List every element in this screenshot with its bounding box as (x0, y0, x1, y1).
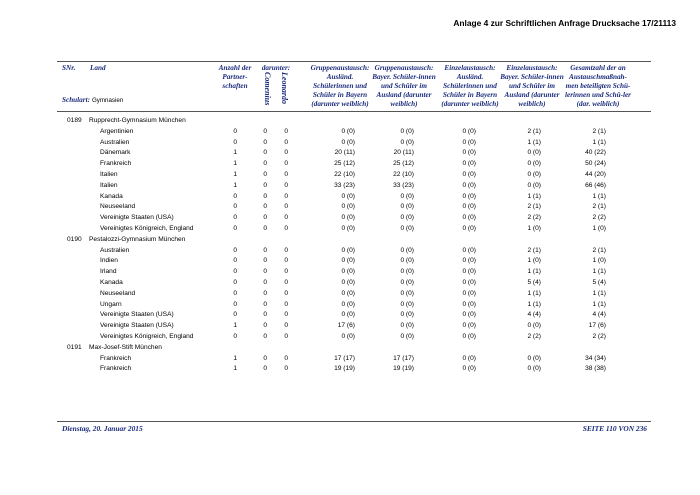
total-count: 38 (38) (585, 365, 606, 373)
column-header-darunter: darunter: (261, 64, 291, 72)
single-foreign-count: 0 (0) (462, 354, 476, 362)
total-count: 34 (34) (585, 354, 606, 362)
leonardo-count: 0 (284, 311, 288, 319)
single-foreign-count: 0 (0) (462, 322, 476, 330)
total-count: 66 (46) (585, 181, 606, 189)
schulart-label-text: Schulart: (62, 96, 90, 104)
country-name: Italien (100, 170, 118, 178)
group-foreign-count: 0 (0) (341, 311, 355, 319)
column-header-comenius: Comenius (263, 72, 272, 106)
schulart-value: Gymnasien (91, 97, 124, 104)
single-foreign-count: 0 (0) (462, 300, 476, 308)
country-name: Argentinien (100, 127, 134, 135)
partnerships-count: 0 (233, 268, 237, 276)
group-foreign-count: 0 (0) (341, 192, 355, 200)
group-bavarian-count: 0 (0) (400, 138, 414, 146)
column-header-single-bavarian: Einzelaustausch: Bayer. Schüler-innen und Schüler im Ausland (darunter weiblich) (500, 64, 564, 108)
footer-date: Dienstag, 20. Januar 2015 (62, 424, 143, 433)
single-bavarian-count: 0 (0) (527, 322, 541, 330)
table-row (57, 246, 657, 257)
table-row (57, 181, 657, 192)
country-name: Indien (100, 257, 118, 265)
table-row (57, 310, 657, 321)
single-bavarian-count: 4 (4) (527, 311, 541, 319)
total-count: 5 (4) (592, 278, 606, 286)
group-foreign-count: 17 (6) (337, 322, 355, 330)
table-row (57, 300, 657, 311)
single-foreign-count: 0 (0) (462, 268, 476, 276)
country-name: Dänemark (100, 149, 131, 157)
single-bavarian-count: 2 (1) (527, 127, 541, 135)
single-bavarian-count: 1 (1) (527, 289, 541, 297)
country-name: Vereinigtes Königreich, England (100, 332, 194, 340)
school-number: 0191 (67, 343, 82, 351)
single-bavarian-count: 0 (0) (527, 149, 541, 157)
leonardo-count: 0 (284, 278, 288, 286)
single-bavarian-count: 5 (4) (527, 278, 541, 286)
partnerships-count: 1 (233, 365, 237, 373)
group-foreign-count: 0 (0) (341, 278, 355, 286)
school-row (57, 235, 657, 246)
group-bavarian-count: 17 (17) (393, 354, 414, 362)
leonardo-count: 0 (284, 246, 288, 254)
school-number: 0190 (67, 235, 82, 243)
single-bavarian-count: 0 (0) (527, 354, 541, 362)
group-foreign-count: 17 (17) (334, 354, 355, 362)
table-row (57, 289, 657, 300)
group-bavarian-count: 33 (23) (393, 181, 414, 189)
group-bavarian-count: 0 (0) (400, 289, 414, 297)
single-foreign-count: 0 (0) (462, 289, 476, 297)
partnerships-count: 0 (233, 278, 237, 286)
table-row (57, 148, 657, 159)
country-name: Vereinigte Staaten (USA) (100, 311, 174, 319)
country-name: Vereinigte Staaten (USA) (100, 322, 174, 330)
total-count: 17 (6) (588, 322, 606, 330)
footer-rule (57, 421, 651, 422)
total-count: 1 (1) (592, 138, 606, 146)
single-foreign-count: 0 (0) (462, 203, 476, 211)
total-count: 1 (1) (592, 192, 606, 200)
leonardo-count: 0 (284, 127, 288, 135)
partnerships-count: 0 (233, 127, 237, 135)
group-foreign-count: 25 (12) (334, 160, 355, 168)
comenius-count: 0 (263, 311, 267, 319)
footer-page-number: SEITE 110 VON 236 (582, 424, 647, 433)
group-foreign-count: 22 (10) (334, 170, 355, 178)
group-foreign-count: 20 (11) (334, 149, 355, 157)
partnerships-count: 1 (233, 354, 237, 362)
table-row (57, 332, 657, 343)
group-bavarian-count: 0 (0) (400, 127, 414, 135)
leonardo-count: 0 (284, 214, 288, 222)
partnerships-count: 1 (233, 181, 237, 189)
leonardo-count: 0 (284, 268, 288, 276)
single-bavarian-count: 2 (2) (527, 332, 541, 340)
table-row (57, 127, 657, 138)
group-bavarian-count: 0 (0) (400, 214, 414, 222)
column-header-group-foreign: Gruppenaustausch: Ausländ. Schülerinnen und Schüler in Bayern (darunter weiblich) (310, 64, 370, 108)
single-bavarian-count: 0 (0) (527, 181, 541, 189)
comenius-count: 0 (263, 224, 267, 232)
comenius-count: 0 (263, 268, 267, 276)
school-row (57, 116, 657, 127)
single-bavarian-count: 1 (1) (527, 138, 541, 146)
table-row (57, 267, 657, 278)
total-count: 2 (1) (592, 127, 606, 135)
comenius-count: 0 (263, 300, 267, 308)
partnerships-count: 0 (233, 138, 237, 146)
single-foreign-count: 0 (0) (462, 246, 476, 254)
partnerships-count: 0 (233, 332, 237, 340)
table-row (57, 256, 657, 267)
partnerships-count: 1 (233, 322, 237, 330)
leonardo-count: 0 (284, 181, 288, 189)
single-bavarian-count: 2 (1) (527, 203, 541, 211)
single-foreign-count: 0 (0) (462, 224, 476, 232)
school-name: Rupprecht-Gymnasium München (89, 117, 186, 124)
country-name: Frankreich (100, 160, 132, 168)
leonardo-count: 0 (284, 289, 288, 297)
country-name: Australien (100, 138, 130, 146)
comenius-count: 0 (263, 246, 267, 254)
table-row (57, 138, 657, 149)
single-bavarian-count: 1 (0) (527, 257, 541, 265)
school-number: 0189 (67, 117, 82, 124)
leonardo-count: 0 (284, 160, 288, 168)
single-bavarian-count: 0 (0) (527, 160, 541, 168)
total-count: 1 (0) (592, 224, 606, 232)
country-name: Irland (100, 268, 117, 276)
group-bavarian-count: 0 (0) (400, 192, 414, 200)
group-bavarian-count: 0 (0) (400, 268, 414, 276)
comenius-count: 0 (263, 192, 267, 200)
single-bavarian-count: 2 (2) (527, 214, 541, 222)
group-bavarian-count: 25 (12) (393, 160, 414, 168)
partnerships-count: 0 (233, 257, 237, 265)
partnerships-count: 1 (233, 149, 237, 157)
table-row (57, 224, 657, 235)
country-name: Neuseeland (100, 289, 136, 297)
country-name: Vereinigtes Königreich, England (100, 224, 194, 232)
single-foreign-count: 0 (0) (462, 181, 476, 189)
column-header-land: Land (90, 64, 106, 72)
group-bavarian-count: 0 (0) (400, 257, 414, 265)
comenius-count: 0 (263, 278, 267, 286)
data-table (57, 116, 657, 375)
single-foreign-count: 0 (0) (462, 149, 476, 157)
total-count: 1 (0) (592, 257, 606, 265)
total-count: 1 (1) (592, 268, 606, 276)
group-bavarian-count: 0 (0) (400, 332, 414, 340)
country-name: Ungarn (100, 300, 122, 308)
column-header-single-foreign: Einzelaustausch: Ausländ. Schülerinnen und Schüler in Bayern (darunter weiblich) (441, 64, 499, 108)
single-bavarian-count: 2 (1) (527, 246, 541, 254)
comenius-count: 0 (263, 354, 267, 362)
partnerships-count: 0 (233, 192, 237, 200)
total-count: 40 (22) (585, 149, 606, 157)
school-row (57, 343, 657, 354)
group-foreign-count: 19 (19) (334, 365, 355, 373)
group-foreign-count: 0 (0) (341, 268, 355, 276)
total-count: 2 (1) (592, 246, 606, 254)
comenius-count: 0 (263, 149, 267, 157)
column-header-group-bavarian: Gruppenaustausch: Bayer. Schüler-innen und Schüler im Ausland (darunter weiblich) (372, 64, 436, 108)
partnerships-count: 1 (233, 170, 237, 178)
column-header-snr: SNr. (62, 64, 76, 72)
table-row (57, 202, 657, 213)
group-bavarian-count: 0 (0) (400, 311, 414, 319)
country-name: Kanada (100, 278, 123, 286)
single-foreign-count: 0 (0) (462, 138, 476, 146)
country-name: Kanada (100, 192, 123, 200)
comenius-count: 0 (263, 138, 267, 146)
group-bavarian-count: 19 (19) (393, 365, 414, 373)
leonardo-count: 0 (284, 138, 288, 146)
group-bavarian-count: 0 (0) (400, 246, 414, 254)
partnerships-count: 0 (233, 224, 237, 232)
leonardo-count: 0 (284, 354, 288, 362)
table-row (57, 192, 657, 203)
group-bavarian-count: 22 (10) (393, 170, 414, 178)
total-count: 1 (1) (592, 289, 606, 297)
country-name: Australien (100, 246, 130, 254)
single-bavarian-count: 0 (0) (527, 365, 541, 373)
column-header-anzahl: Anzahl der Partner-schaften (218, 64, 252, 90)
group-bavarian-count: 0 (0) (400, 203, 414, 211)
single-foreign-count: 0 (0) (462, 160, 476, 168)
single-foreign-count: 0 (0) (462, 311, 476, 319)
header-bottom-rule (57, 111, 651, 112)
table-row (57, 321, 657, 332)
total-count: 50 (24) (585, 160, 606, 168)
country-name: Italien (100, 181, 118, 189)
group-foreign-count: 0 (0) (341, 138, 355, 146)
leonardo-count: 0 (284, 224, 288, 232)
group-foreign-count: 0 (0) (341, 257, 355, 265)
group-foreign-count: 0 (0) (341, 300, 355, 308)
comenius-count: 0 (263, 170, 267, 178)
document-title: Anlage 4 zur Schriftlichen Anfrage Drucksache 17/21113 (453, 18, 676, 28)
comenius-count: 0 (263, 160, 267, 168)
leonardo-count: 0 (284, 170, 288, 178)
single-foreign-count: 0 (0) (462, 332, 476, 340)
leonardo-count: 0 (284, 365, 288, 373)
comenius-count: 0 (263, 322, 267, 330)
partnerships-count: 0 (233, 214, 237, 222)
leonardo-count: 0 (284, 322, 288, 330)
leonardo-count: 0 (284, 257, 288, 265)
school-name: Max-Josef-Stift München (89, 343, 162, 351)
group-bavarian-count: 0 (0) (400, 322, 414, 330)
single-bavarian-count: 1 (1) (527, 192, 541, 200)
comenius-count: 0 (263, 181, 267, 189)
leonardo-count: 0 (284, 203, 288, 211)
group-bavarian-count: 0 (0) (400, 224, 414, 232)
group-foreign-count: 0 (0) (341, 203, 355, 211)
leonardo-count: 0 (284, 149, 288, 157)
total-count: 1 (1) (592, 300, 606, 308)
group-bavarian-count: 0 (0) (400, 278, 414, 286)
total-count: 2 (1) (592, 203, 606, 211)
table-row (57, 278, 657, 289)
group-foreign-count: 0 (0) (341, 127, 355, 135)
group-foreign-count: 0 (0) (341, 214, 355, 222)
single-bavarian-count: 1 (1) (527, 268, 541, 276)
group-foreign-count: 0 (0) (341, 289, 355, 297)
group-foreign-count: 0 (0) (341, 246, 355, 254)
table-row (57, 159, 657, 170)
comenius-count: 0 (263, 332, 267, 340)
group-foreign-count: 0 (0) (341, 332, 355, 340)
table-row (57, 354, 657, 365)
table-row (57, 213, 657, 224)
partnerships-count: 0 (233, 203, 237, 211)
comenius-count: 0 (263, 365, 267, 373)
leonardo-count: 0 (284, 300, 288, 308)
partnerships-count: 0 (233, 289, 237, 297)
comenius-count: 0 (263, 289, 267, 297)
comenius-count: 0 (263, 127, 267, 135)
group-foreign-count: 0 (0) (341, 224, 355, 232)
country-name: Frankreich (100, 354, 132, 362)
table-row (57, 170, 657, 181)
total-count: 2 (2) (592, 214, 606, 222)
column-header-total: Gesamtzahl der an Austauschmaßnah-men beteiligten Schü-lerinnen und Schü-ler (dar. weiblich) (565, 64, 631, 108)
single-bavarian-count: 0 (0) (527, 170, 541, 178)
total-count: 2 (2) (592, 332, 606, 340)
single-bavarian-count: 1 (1) (527, 300, 541, 308)
partnerships-count: 0 (233, 246, 237, 254)
single-foreign-count: 0 (0) (462, 170, 476, 178)
single-foreign-count: 0 (0) (462, 278, 476, 286)
country-name: Neuseeland (100, 203, 136, 211)
single-foreign-count: 0 (0) (462, 365, 476, 373)
table-row (57, 364, 657, 375)
country-name: Vereinigte Staaten (USA) (100, 214, 174, 222)
partnerships-count: 0 (233, 311, 237, 319)
schulart-label (62, 96, 123, 105)
group-bavarian-count: 20 (11) (393, 149, 414, 157)
single-bavarian-count: 1 (0) (527, 224, 541, 232)
comenius-count: 0 (263, 257, 267, 265)
leonardo-count: 0 (284, 192, 288, 200)
school-name: Pestalozzi-Gymnasium München (89, 235, 186, 243)
header-top-rule (57, 61, 651, 62)
total-count: 4 (4) (592, 311, 606, 319)
single-foreign-count: 0 (0) (462, 192, 476, 200)
comenius-count: 0 (263, 214, 267, 222)
comenius-count: 0 (263, 203, 267, 211)
partnerships-count: 0 (233, 300, 237, 308)
country-name: Frankreich (100, 365, 132, 373)
partnerships-count: 1 (233, 160, 237, 168)
single-foreign-count: 0 (0) (462, 214, 476, 222)
single-foreign-count: 0 (0) (462, 127, 476, 135)
single-foreign-count: 0 (0) (462, 257, 476, 265)
leonardo-count: 0 (284, 332, 288, 340)
group-bavarian-count: 0 (0) (400, 300, 414, 308)
column-header-leonardo: Leonardo (280, 72, 289, 104)
group-foreign-count: 33 (23) (334, 181, 355, 189)
total-count: 44 (20) (585, 170, 606, 178)
